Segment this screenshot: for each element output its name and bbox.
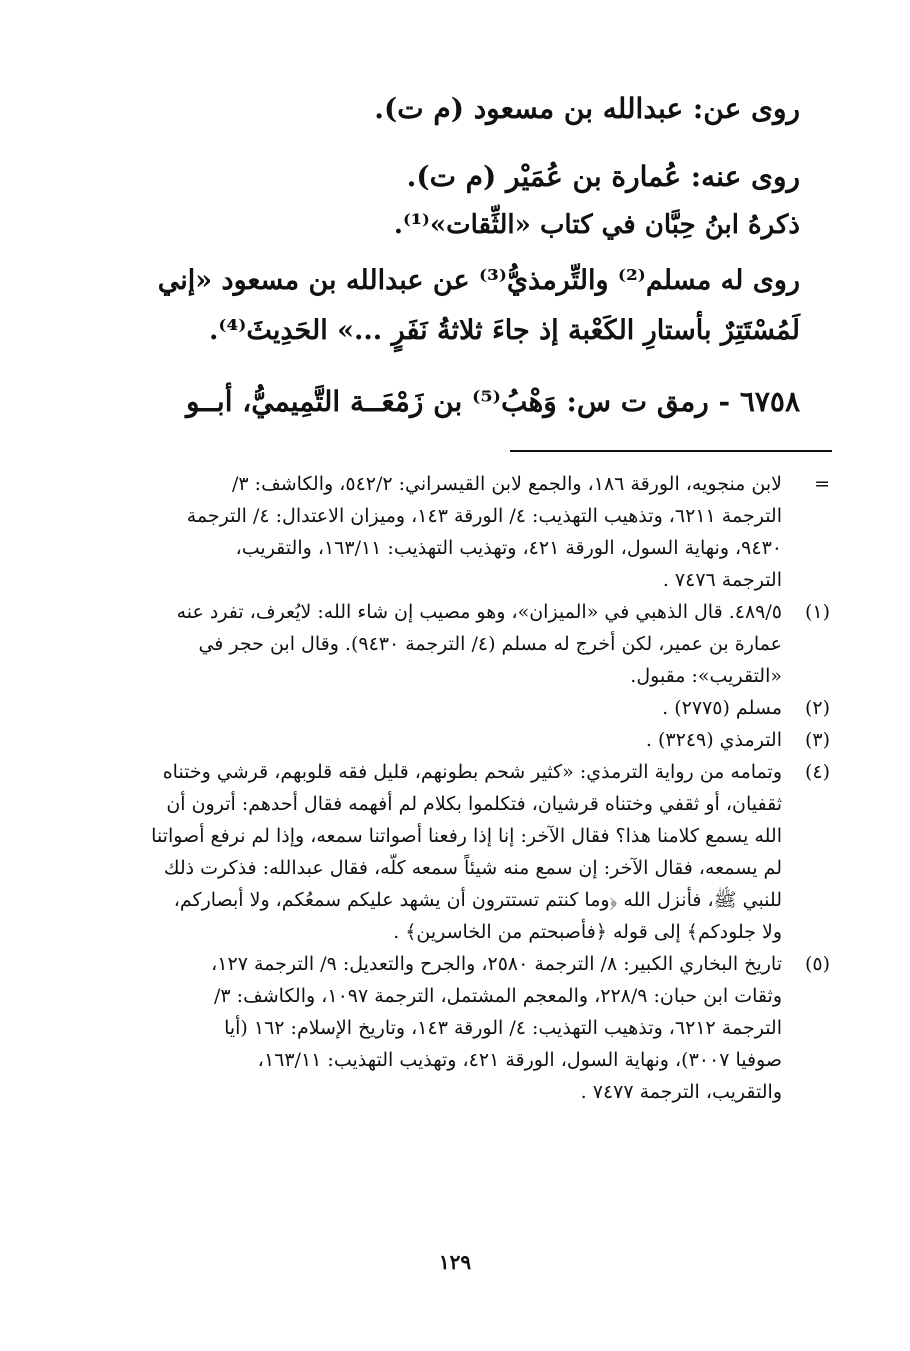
footnote-line: وتمامه من رواية الترمذي: «كثير شحم بطونهم، قليل فقه قلوبهم، قرشي وختناه [162, 761, 782, 783]
entry-heading-6758: ٦٧٥٨ - رمق ت س: وَهْبُ⁽⁵⁾ بن زَمْعَــة التَّمِيميُّ، أبــو [186, 385, 800, 418]
footnote-line: الترجمة ٧٤٧٦ . [662, 569, 782, 591]
footnote-marker: (٣) [804, 729, 830, 751]
footnote-3 [130, 724, 830, 756]
footnote-line: الله يسمع كلامنا هذا؟ فقال الآخر: إنا إذا رفعنا أصواتنا سمعه، وإذا لم نرفع أصواتنا [151, 825, 782, 847]
footnote-marker: (٥) [804, 953, 830, 975]
footnote-line: للنبي ﷺ، فأنزل الله ﴿وما كنتم تستترون أن يشهد عليكم سمعُكم، ولا أبصاركم، [173, 889, 782, 911]
footnote-line: لابن منجويه، الورقة ١٨٦، والجمع لابن القيسراني: ٥٤٢/٢، والكاشف: ٣/ [232, 473, 782, 495]
footnote-line: عمارة بن عمير، لكن أخرج له مسلم (٤/ الترجمة ٩٤٣٠). وقال ابن حجر في [198, 633, 782, 655]
footnote-line: ٤٨٩/٥. قال الذهبي في «الميزان»، وهو مصيب إن شاء الله: لايُعرف، تفرد عنه [176, 601, 782, 623]
narrated-by-line: روى عنه: عُمارة بن عُمَيْر (م ت). [406, 160, 800, 193]
footnote-line: صوفيا ٣٠٠٧)، ونهاية السول، الورقة ٤٢١، وتهذيب التهذيب: ١٦٣/١١، [257, 1049, 782, 1071]
footnote-2 [130, 692, 830, 724]
footnote-divider [510, 450, 832, 452]
footnote-line: «التقريب»: مقبول. [630, 665, 782, 687]
footnote-line: ٩٤٣٠، ونهاية السول، الورقة ٤٢١، وتهذيب التهذيب: ١٦٣/١١، والتقريب، [235, 537, 782, 559]
narrated-from-line: روى عن: عبدالله بن مسعود (م ت). [374, 92, 800, 125]
footnote-line: مسلم (٢٧٧٥) . [662, 697, 782, 719]
footnote-line: وثقات ابن حبان: ٢٢٨/٩، والمعجم المشتمل، الترجمة ١٠٩٧، والكاشف: ٣/ [214, 985, 782, 1007]
footnote-line: الترمذي (٣٢٤٩) . [645, 729, 782, 751]
footnote-5 [130, 948, 830, 1108]
footnote-line: الترجمة ٦٢١٢، وتذهيب التهذيب: ٤/ الورقة ١٤٣، وتاريخ الإسلام: ١٦٢ (أيا [224, 1017, 782, 1039]
footnote-line: والتقريب، الترجمة ٧٤٧٧ . [580, 1081, 782, 1103]
footnote-1 [130, 596, 830, 692]
hadith-line-1: روى له مسلم⁽²⁾ والتِّرمذيُّ⁽³⁾ عن عبدالله بن مسعود «إني [157, 265, 800, 296]
ibn-hibban-mention-line: ذكرهُ ابنُ حِبَّان في كتاب «الثِّقات»⁽¹⁾. [393, 210, 800, 240]
footnote-4 [130, 756, 830, 948]
footnote-marker: (١) [804, 601, 830, 623]
footnote-line: لم يسمعه، فقال الآخر: إن سمع منه شيئاً سمعه كلّه، فقال عبدالله: فذكرت ذلك [163, 857, 782, 879]
footnote-marker: (٢) [804, 697, 830, 719]
footnote-line: ولا جلودكم﴾ إلى قوله ﴿فأصبحتم من الخاسرين﴾ . [393, 921, 782, 943]
footnote-marker: = [814, 473, 830, 495]
page-number: ١٢٩ [438, 1250, 472, 1274]
hadith-line-2: لَمُسْتَتِرٌ بأستارِ الكَعْبة إذ جاءَ ثلاثةُ نَفَرٍ ...» الحَدِيثَ⁽⁴⁾. [209, 315, 800, 346]
footnote-line: تاريخ البخاري الكبير: ٨/ الترجمة ٢٥٨٠، والجرح والتعديل: ٩/ الترجمة ١٢٧، [211, 953, 782, 975]
footnote-continuation [130, 468, 830, 596]
footnote-marker: (٤) [804, 761, 830, 783]
footnote-line: الترجمة ٦٢١١، وتذهيب التهذيب: ٤/ الورقة ١٤٣، وميزان الاعتدال: ٤/ الترجمة [186, 505, 782, 527]
footnote-line: ثقفيان، أو ثقفي وختناه قرشيان، فتكلموا بكلام لم أفهمه فقال أحدهم: أترون أن [166, 793, 782, 815]
footnotes [130, 468, 830, 1108]
